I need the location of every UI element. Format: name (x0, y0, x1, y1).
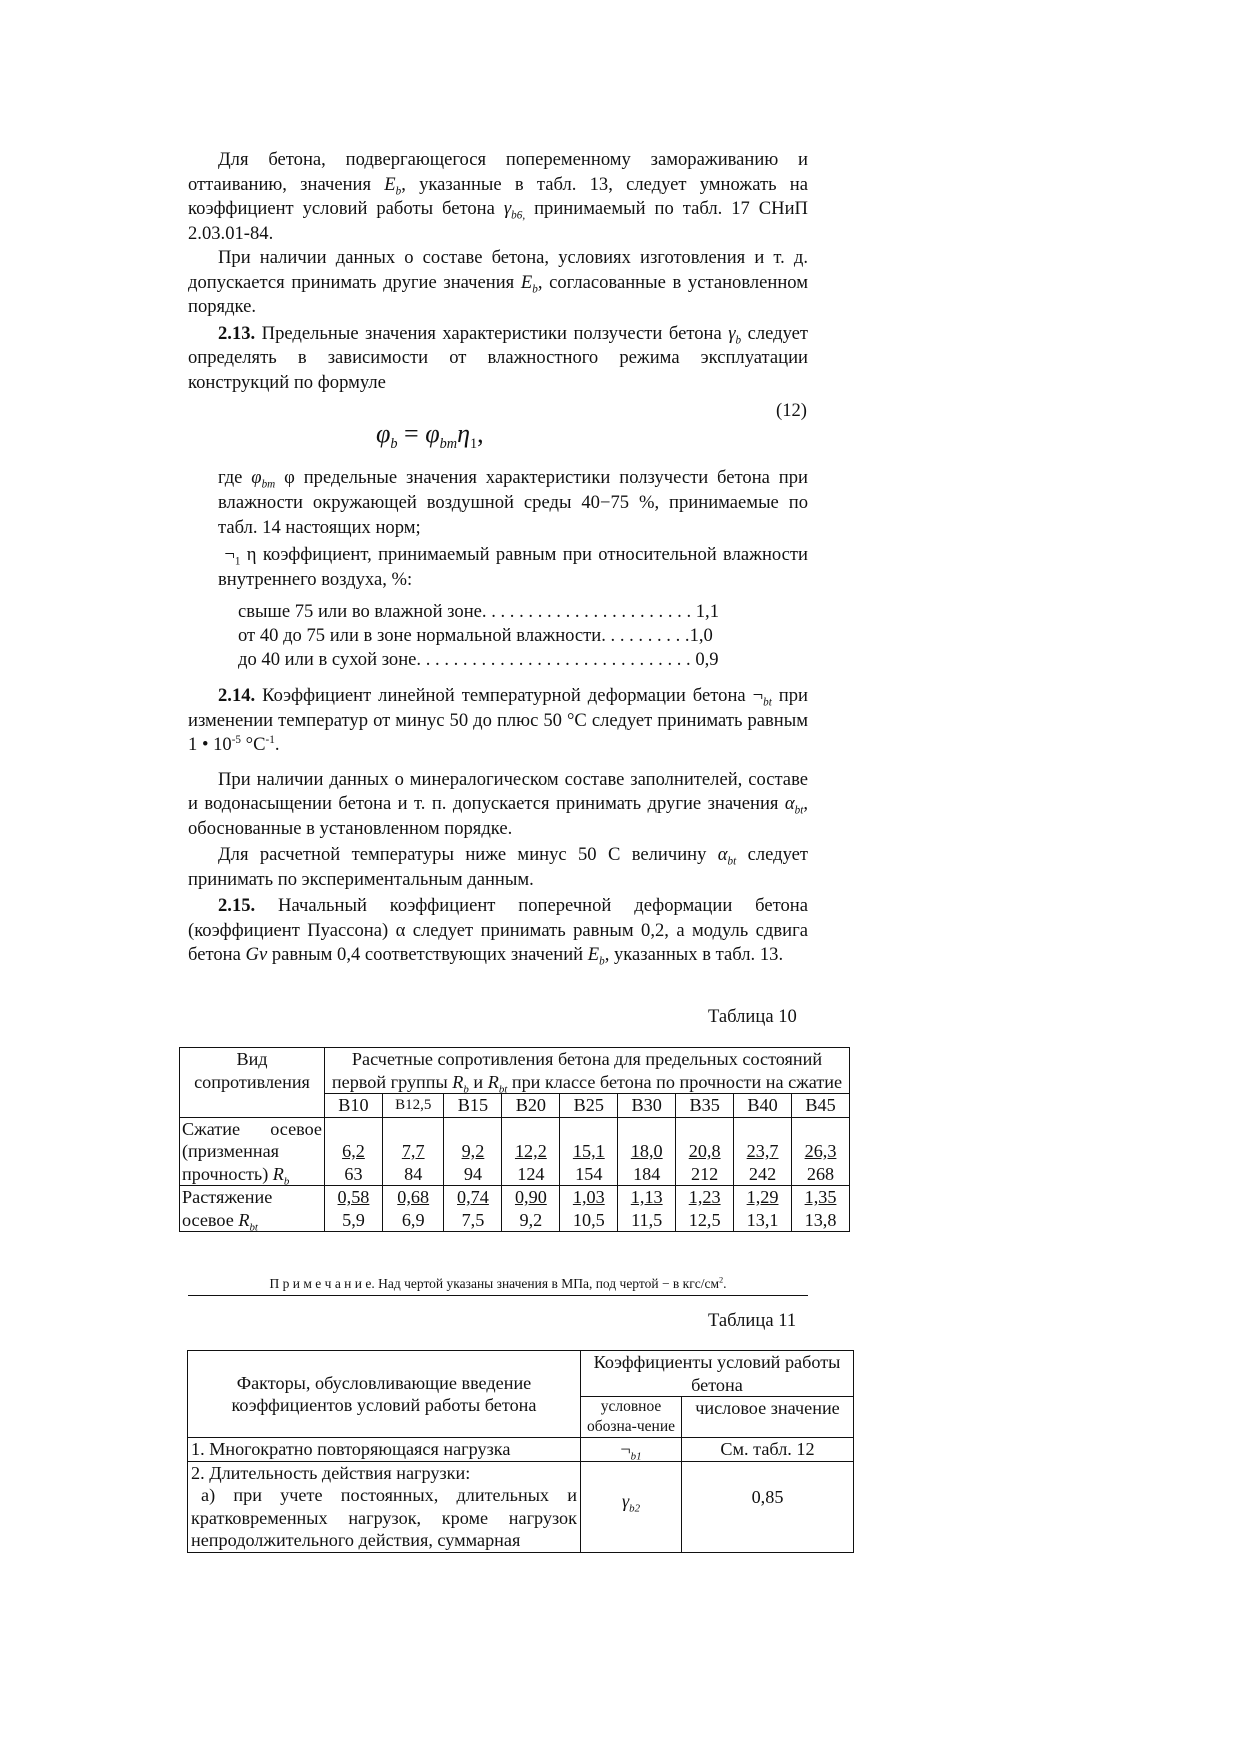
value-cell: 1,03 10,5 (560, 1186, 618, 1232)
value-cell: 0,85 (682, 1461, 854, 1552)
table-row (188, 1438, 854, 1462)
value-cell: 7,7 84 (382, 1117, 444, 1186)
paragraph-frost: Для бетона, подвергающегося попеременному замораживанию и оттаиванию, значения $E_b$, указанные в табл. 13, следует умножать на коэффициент условий работы бетона $\gamma_{b6,}$ принимаемый по табл. 17 СНиП 2.03.01-84. (188, 149, 808, 244)
value-cell: 15,1 154 (560, 1117, 618, 1186)
class-cell: B12,5 (382, 1094, 444, 1118)
table-header-row (180, 1048, 850, 1094)
value-cell: 1,23 12,5 (676, 1186, 734, 1232)
formula-12: $\varphi_b = \varphi_{bm}\eta_1$, (376, 419, 484, 453)
value-cell: 12,2 124 (502, 1117, 560, 1186)
row-label-compression: Сжатие осевое (призменная прочность) $R_b$ (180, 1117, 325, 1186)
value-cell: 20,8 212 (676, 1117, 734, 1186)
header-symbol: условное обозна-чение (581, 1397, 682, 1438)
value-cell: 6,2 63 (325, 1117, 383, 1186)
value-cell: 1,29 13,1 (734, 1186, 792, 1232)
paragraph-2-15: 2.15. Начальный коэффициент поперечной деформации бетона (коэффициент Пуассона) α следует принимать равным 0,2, а модуль сдвига бетона Gν равным 0,4 соответствующих значений $E_b$, указанных в табл. 13. (188, 895, 808, 968)
list-item: свыше 75 или во влажной зоне. . . . . . . . . . . . . . . . . . . . . . . 1,1 (238, 601, 719, 622)
formula-number: (12) (776, 400, 807, 421)
symbol-cell: $\gamma_{b2}$ (581, 1461, 682, 1552)
paragraph-low-temp: Для расчетной температуры ниже минус 50 С величину $\alpha_{bt}$ следует принимать по экспериментальным данным. (188, 844, 809, 890)
paragraph-mineralogy: При наличии данных о минералогическом составе заполнителей, составе и водонасыщении бетона и т. п. допускается принимать другие значения $\alpha_{bt}$, обоснованные в установленном порядке. (188, 768, 808, 839)
class-cell: B15 (444, 1094, 502, 1118)
paragraph-2-13: 2.13. Предельные значения характеристики ползучести бетона $\gamma_b$ следует определять в зависимости от влажностного режима эксплуатации конструкций по формуле (188, 322, 809, 393)
value-cell: 0,90 9,2 (502, 1186, 560, 1232)
value-cell: 26,3 268 (792, 1117, 850, 1186)
header-coefficients: Коэффициенты условий работы бетона (581, 1351, 854, 1397)
table-header-row (188, 1351, 854, 1397)
header-design-resistance: Расчетные сопротивления бетона для предельных состояний первой группы $R_b$ и $R_{bt}$ при классе бетона по прочности на сжатие (325, 1048, 850, 1094)
value-cell: 23,7 242 (734, 1117, 792, 1186)
class-cell: B25 (560, 1094, 618, 1118)
table-row (180, 1117, 850, 1186)
table-11 (187, 1350, 854, 1553)
value-cell: См. табл. 12 (682, 1438, 854, 1462)
paragraph-composition: При наличии данных о составе бетона, условиях изготовления и т. д. допускается принимать другие значения $E_b$, согласованные в установленном порядке. (188, 247, 808, 317)
class-cell: B10 (325, 1094, 383, 1118)
value-cell: 0,58 5,9 (325, 1186, 383, 1232)
row-label-tension: Растяжение осевое $R_{bt}$ (180, 1186, 325, 1232)
value-cell: 0,74 7,5 (444, 1186, 502, 1232)
value-cell: 1,13 11,5 (618, 1186, 676, 1232)
table11-caption: Таблица 11 (708, 1310, 797, 1331)
text-block-top (188, 148, 808, 395)
class-cell: B20 (502, 1094, 560, 1118)
value-cell: 0,68 6,9 (382, 1186, 444, 1232)
factor-cell: 1. Многократно повторяющаяся нагрузка (188, 1438, 581, 1462)
text-block-middle (188, 684, 808, 968)
header-value: числовое значение (682, 1397, 854, 1438)
definition-phi: где $\varphi_{bm}$ φ предельные значения характеристики ползучести бетона при влажности окружающей воздушной среды 40−75 %, принимаемые по табл. 14 настоящих норм; (218, 467, 808, 538)
class-cell: B35 (676, 1094, 734, 1118)
table-row (188, 1461, 854, 1552)
formula-definitions (218, 465, 808, 592)
paragraph-2-14: 2.14. Коэффициент линейной температурной деформации бетона $\neg_{bt}$ при изменении температур от минус 50 до плюс 50 °С следует принимать равным 1 • $10^{-5}$ $^\circ С^{-1}$. (188, 685, 808, 755)
table10-note: П р и м е ч а н и е. Над чертой указаны значения в МПа, под чертой − в кгс/$см^2$. (188, 1276, 808, 1296)
list-item: от 40 до 75 или в зоне нормальной влажности. . . . . . . . . .1,0 (238, 625, 713, 646)
humidity-list (238, 600, 798, 672)
symbol-cell: $\neg_{b1}$ (581, 1438, 682, 1462)
factor-cell: 2. Длительность действия нагрузки: а) при учете постоянных, длительных и кратковременных нагрузок, кроме нагрузок непродолжительного действия, суммарная (188, 1461, 581, 1552)
header-factors: Факторы, обусловливающие введение коэффициентов условий работы бетона (188, 1351, 581, 1438)
class-cell: B45 (792, 1094, 850, 1118)
list-item: до 40 или в сухой зоне. . . . . . . . . . . . . . . . . . . . . . . . . . . . . . 0,9 (238, 649, 719, 670)
value-cell: 18,0 184 (618, 1117, 676, 1186)
table10-caption: Таблица 10 (708, 1006, 797, 1027)
header-resistance-type: Вид сопротивления (180, 1048, 325, 1118)
class-cell: B30 (618, 1094, 676, 1118)
class-cell: B40 (734, 1094, 792, 1118)
definition-eta: $\neg_1$ η коэффициент, принимаемый равным при относительной влажности внутреннего воздуха, %: (218, 544, 808, 590)
table-10 (179, 1047, 850, 1232)
value-cell: 1,35 13,8 (792, 1186, 850, 1232)
table-row (180, 1186, 850, 1232)
value-cell: 9,2 94 (444, 1117, 502, 1186)
